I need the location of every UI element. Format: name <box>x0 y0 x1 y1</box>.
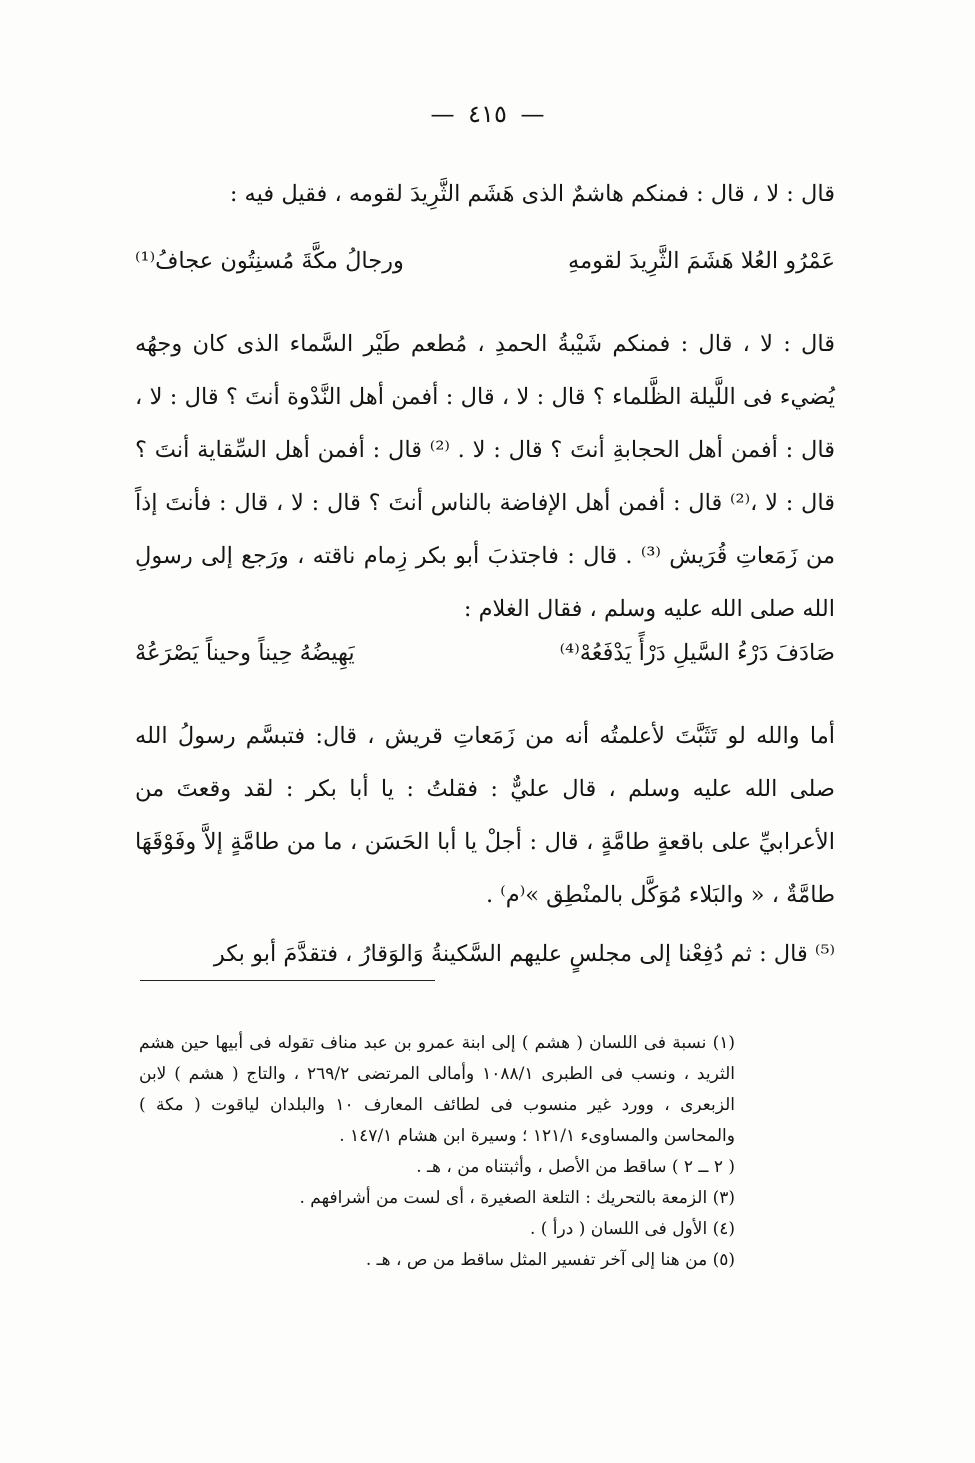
footnote-5: (٥) من هنا إلى آخر تفسير المثل ساقط من ص ، هـ . <box>365 1250 735 1270</box>
paragraph-2: قال : لا ، قال : فمنكم شَيْبةُ الحمدِ ، مُطعم طَيْر السَّماء الذى كان وجهُه يُضيء فى اللَّيلة الظَّلماء ؟ قال : لا ، قال : أفمن أهل النَّدْوة أنتَ ؟ قال : لا ، قال : أفمن أهل الحجابةِ أنتَ ؟ قال : لا . ⁽²⁾ قال : أفمن أهل السِّقاية أنتَ ؟ قال : لا ،⁽²⁾ قال : أفمن أهل الإفاضة بالناس أنتَ ؟ قال : لا ، قال : فأنتَ إذاً من زَمَعاتِ قُرَيش ⁽³⁾ . قال : فاجتذبَ أبو بكر زِمام ناقته ، ورَجع إلى رسولِ الله صلى الله عليه وسلم ، فقال الغلام : <box>135 331 835 622</box>
verse-1-hemistich-2: ورجالُ مكَّةَ مُسنِتُون عجافُ⁽¹⁾ <box>135 248 404 274</box>
footnote-3: (٣) الزمعة بالتحريك : التلعة الصغيرة ، أى لست من أشرافهم . <box>299 1188 735 1208</box>
paragraph-1: قال : لا ، قال : فمنكم هاشمٌ الذى هَشَم الثَّرِيدَ لقومه ، فقيل فيه : <box>229 181 835 207</box>
footnote-4: (٤) الأول فى اللسان ( درأ ) . <box>529 1219 735 1239</box>
verse-2-hemistich-1: صَادَفَ دَرْءُ السَّيلِ دَرْأً يَدْفَعُهْ⁽⁴⁾ <box>559 640 835 666</box>
paragraph-3: أما والله لو تَثَبَّتَ لأعلمتُه أنه من زَمَعاتِ قريش ، قال: فتبسَّم رسولُ الله صلى الله عليه وسلم ، قال عليٌّ : فقلتُ : يا أبا بكر : لقد وقعتَ من الأعرابيِّ على باقعةٍ طامَّةٍ ، قال : أجلْ يا أبا الحَسَن ، ما من طامَّةٍ إلاَّ وفَوْقَهَا طامَّةٌ ، « والبَلاء مُوَكَّل بالمنْطِق »⁽م⁾ . <box>135 723 835 908</box>
footnote-2: ( ٢ ــ ٢ ) ساقط من الأصل ، وأثبتناه من ، هـ . <box>416 1157 735 1177</box>
page-number: — ٤١٥ — <box>430 100 545 128</box>
verse-2-hemistich-2: يَهِيضُهُ حِيناً وحيناً يَصْرَعُهْ <box>135 640 355 666</box>
paragraph-4: ⁽⁵⁾ قال : ثم دُفِعْنا إلى مجلسٍ عليهم السَّكينةُ وَالوَقارُ ، فتقدَّمَ أبو بكر <box>213 941 835 967</box>
verse-1 <box>135 248 835 274</box>
footnote-1: (١) نسبة فى اللسان ( هشم ) إلى ابنة عمرو بن عبد مناف تقوله فى أبيها حين هشم الثريد ، ونسب فى الطبرى ١٠٨٨/١ وأمالى المرتضى ٢٦٩/٢ ، والتاج ( هشم ) لابن الزبعرى ، وورد غير منسوب فى لطائف المعارف ١٠ والبلدان لياقوت ( مكة ) والمحاسن والمساوىء ١٢١/١ ؛ وسيرة ابن هشام ١٤٧/١ . <box>139 1033 735 1146</box>
verse-2 <box>135 640 835 666</box>
footnote-divider <box>140 980 435 981</box>
verse-1-hemistich-1: عَمْرُو العُلا هَشَمَ الثَّرِيدَ لقومهِ <box>568 248 835 274</box>
footnotes <box>139 1028 735 1276</box>
